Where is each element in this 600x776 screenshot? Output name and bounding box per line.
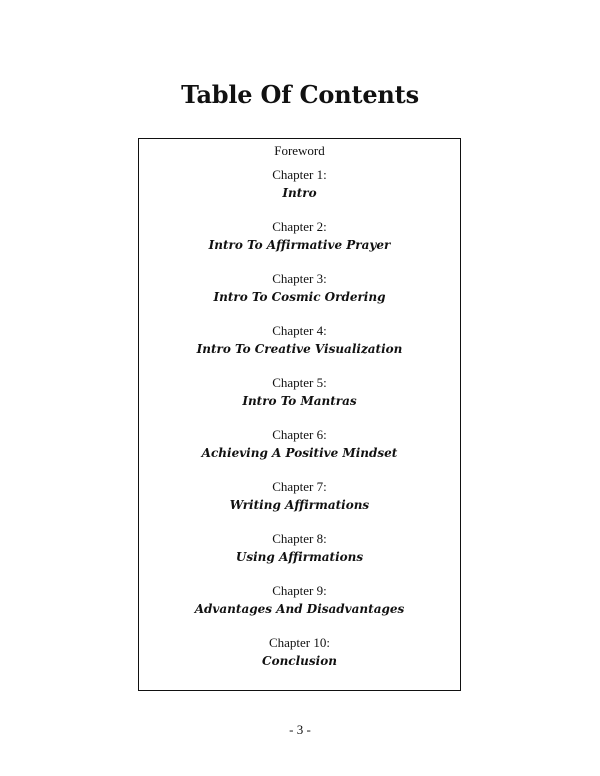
toc-chapter-4: [139, 323, 460, 357]
chapter-label: Chapter 4:: [272, 323, 327, 338]
chapter-title: Intro To Affirmative Prayer: [208, 238, 391, 252]
chapter-title: Achieving A Positive Mindset: [201, 446, 398, 460]
chapter-label: Chapter 6:: [272, 427, 327, 442]
toc-chapter-1: [139, 167, 460, 201]
toc-chapter-2: [139, 219, 460, 253]
toc-chapter-6: [139, 427, 460, 461]
table-of-contents: [138, 138, 461, 691]
chapter-title: Writing Affirmations: [229, 498, 370, 512]
chapter-label: Chapter 9:: [272, 583, 327, 598]
chapter-title: Intro To Creative Visualization: [196, 342, 403, 356]
chapter-label: Chapter 10:: [268, 635, 330, 650]
chapter-title: Advantages And Disadvantages: [194, 602, 405, 616]
toc-chapter-5: [139, 375, 460, 409]
toc-chapter-7: [139, 479, 460, 513]
chapter-label: Chapter 8:: [272, 531, 327, 546]
chapter-title: Intro: [282, 186, 317, 200]
page-number: - 3 -: [289, 722, 311, 737]
chapter-label: Chapter 2:: [272, 219, 327, 234]
chapter-label: Chapter 3:: [272, 271, 327, 286]
chapter-title: Intro To Cosmic Ordering: [213, 290, 386, 304]
toc-chapter-10: [139, 635, 460, 669]
chapter-title: Conclusion: [262, 654, 337, 668]
chapter-label: Chapter 5:: [272, 375, 327, 390]
chapter-title: Intro To Mantras: [242, 394, 357, 408]
chapter-label: Chapter 7:: [272, 479, 327, 494]
toc-foreword: Foreword: [274, 143, 325, 158]
chapter-title: Using Affirmations: [235, 550, 364, 564]
toc-chapter-8: [139, 531, 460, 565]
page-title: Table Of Contents: [181, 80, 419, 109]
toc-chapter-9: [139, 583, 460, 617]
chapter-label: Chapter 1:: [272, 167, 327, 182]
toc-chapter-3: [139, 271, 460, 305]
